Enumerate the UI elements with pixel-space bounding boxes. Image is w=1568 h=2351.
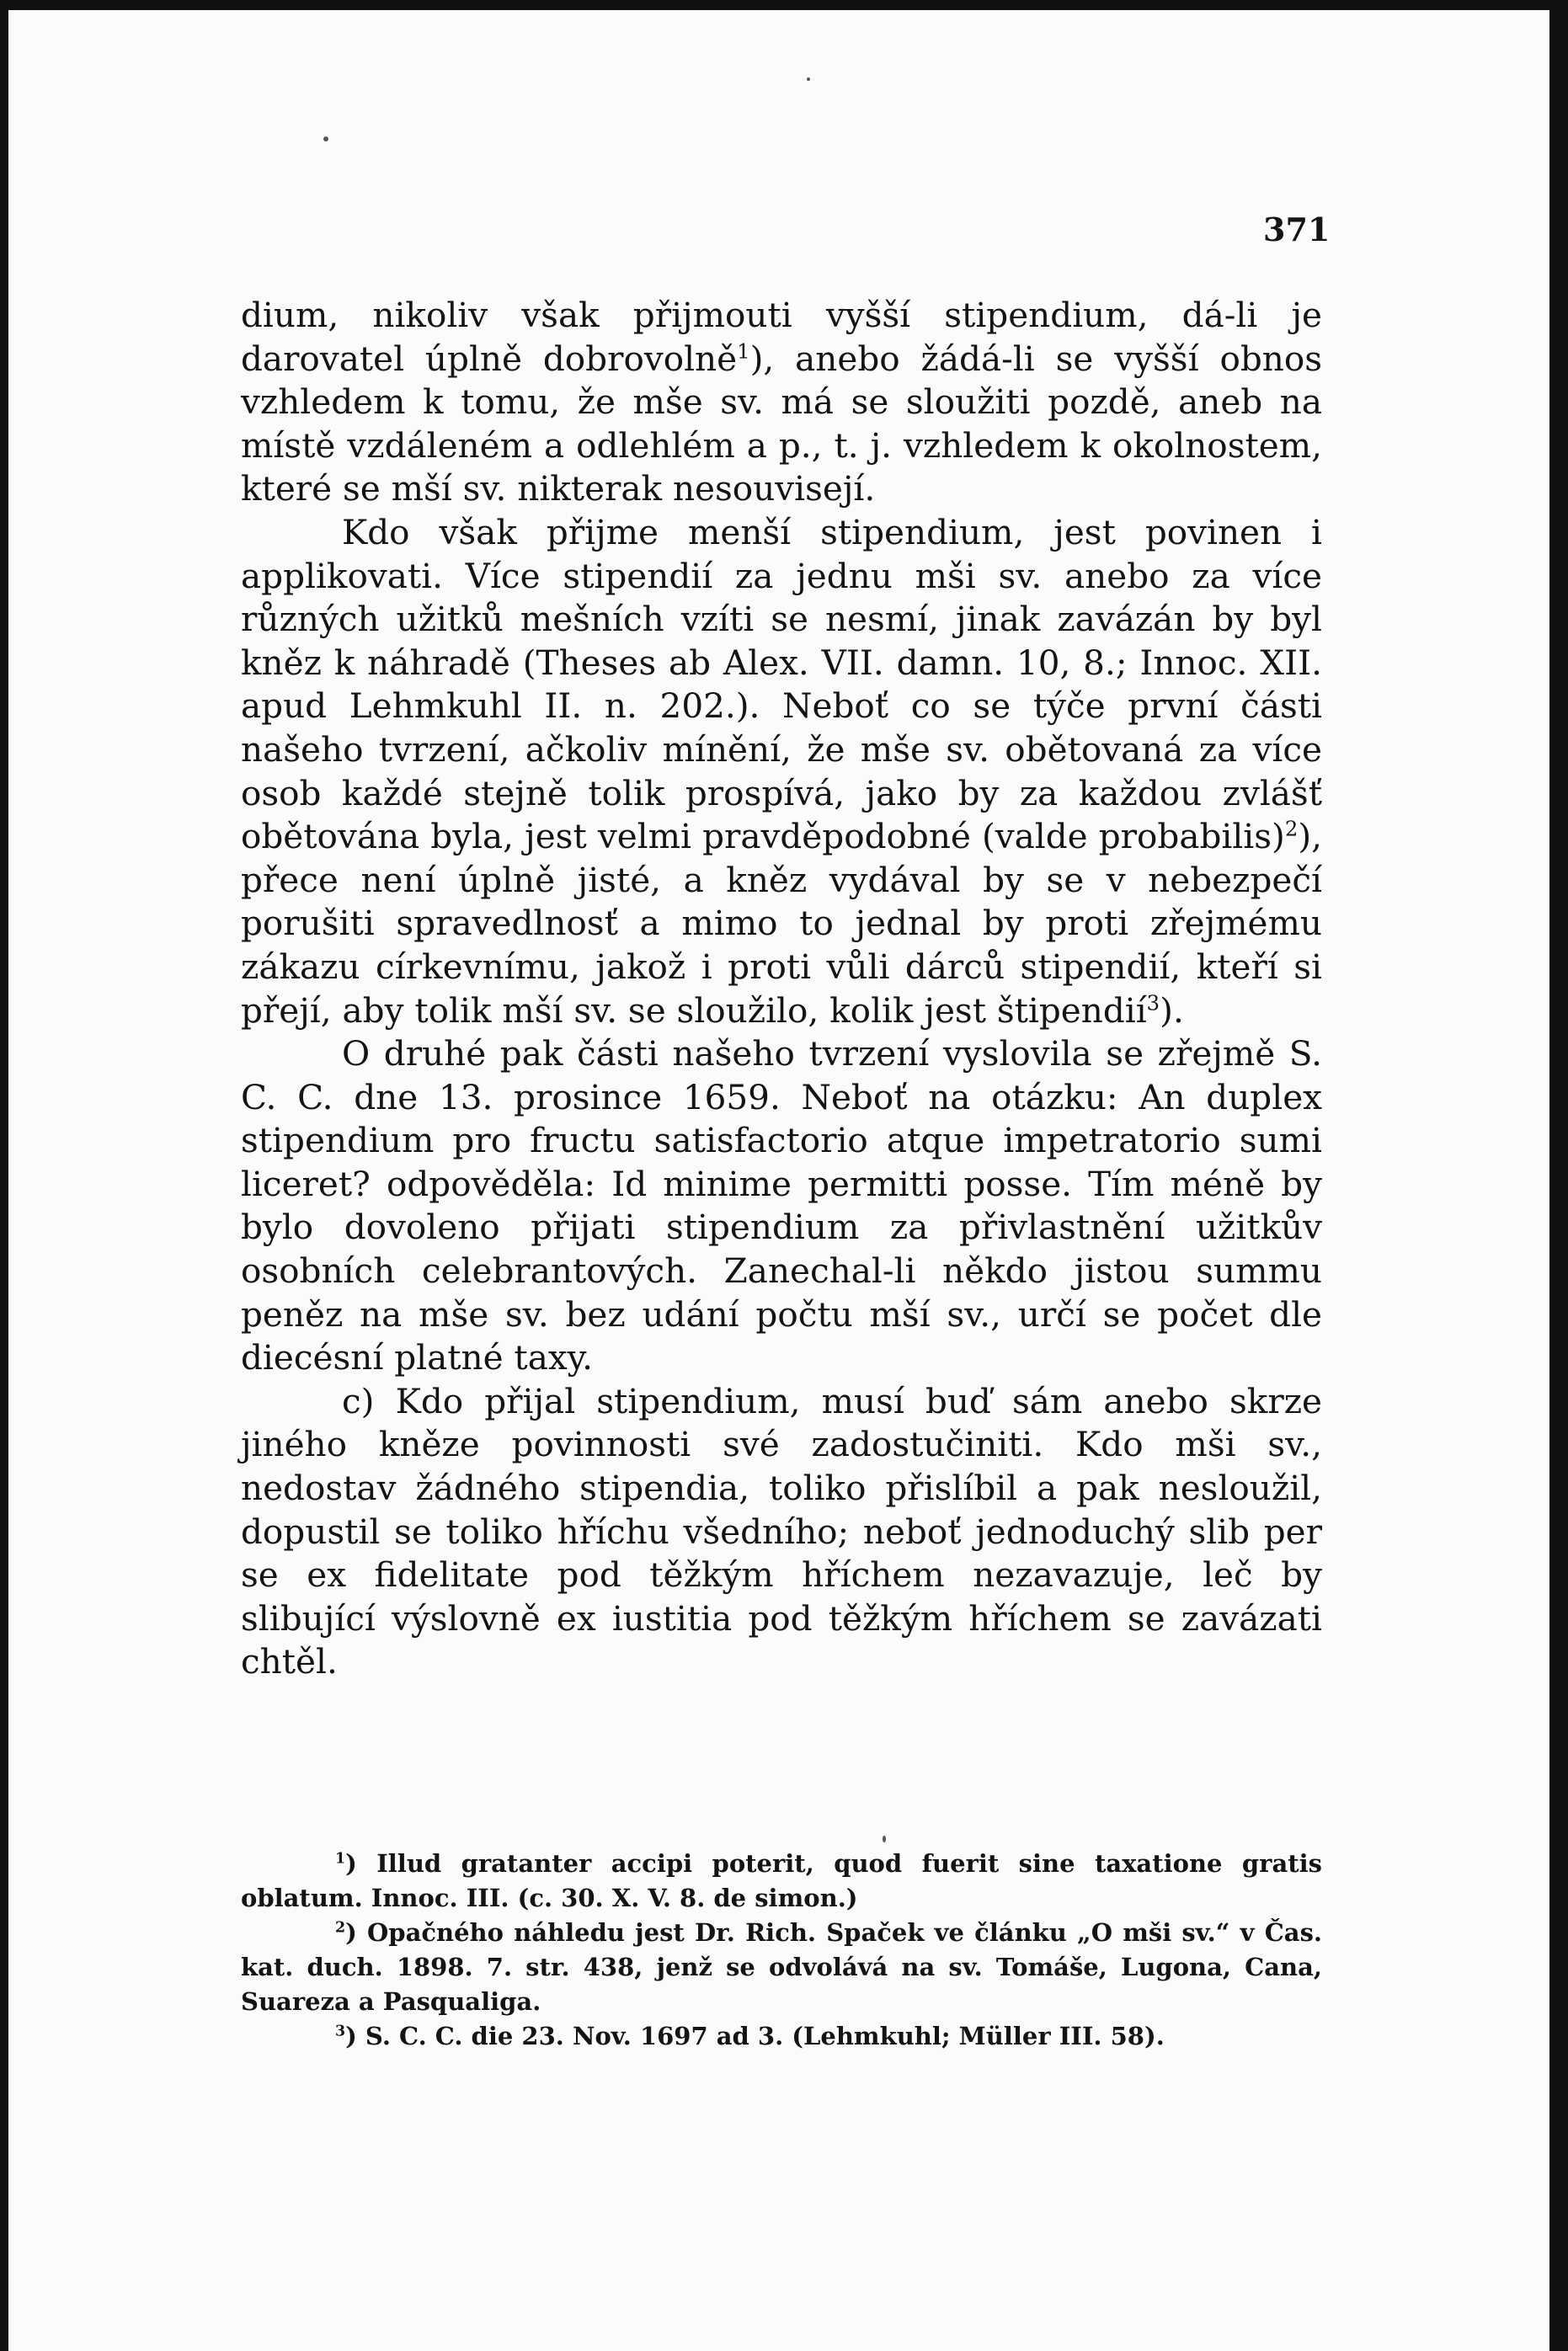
footnote-ref: 2: [1284, 816, 1299, 841]
footnote-separator: [241, 1806, 392, 1808]
paragraph: c) Kdo přijal stipendium, musí buď sám anebo skrze jiného kněze povinnosti své zadostučiniti. Kdo mši sv., nedostav žádného stipendia, toliko přislíbil a pak nesloužil, dopustil se toliko hříchu všedního; neboť jednoduchý slib per se ex fidelitate pod těžkým hříchem nezavazuje, leč by slibující výslovně ex iustitia pod těžkým hříchem se zavázati chtěl.: [241, 1380, 1322, 1682]
scan-border-left: [0, 0, 8, 2351]
footnote: $^1$) Illud gratanter accipi poterit, quod fuerit sine taxatione gratis oblatum. Innoc. III. (c. 30. X. V. 8. de simon.): [241, 1849, 1322, 1912]
speck-mark: [883, 1836, 886, 1842]
main-text: [241, 294, 1322, 1684]
footnote: $^2$) Opačného náhledu jest Dr. Rich. Spaček ve článku „O mši sv.“ v Čas. kat. duch. 1898. 7. str. 438, jenž se odvolává na sv. Tomáše, Lugona, Cana, Suareza a Pasqualiga.: [241, 1918, 1322, 2016]
scan-border-right: [1549, 0, 1568, 2351]
page-number: 371: [1263, 211, 1331, 248]
paragraph: O druhé pak části našeho tvrzení vyslovila se zřejmě S. C. C. dne 13. prosince 1659. Neboť na otázku: An duplex stipendium pro fructu satisfactorio atque impetratorio sumi liceret? odpověděla: Id minime permitti posse. Tím méně by bylo dovoleno přijati stipendium za přivlastnění užitkův osobních celebrantových. Zanechal-li někdo jistou summu peněz na mše sv. bez udání počtu mší sv., určí se počet dle diecésní platné taxy.: [241, 1033, 1322, 1378]
speck-mark: [323, 136, 328, 141]
paragraph: dium, nikoliv však přijmouti vyšší stipendium, dá-li je darovatel úplně dobrovolně$^1$), anebo žádá-li se vyšší obnos vzhledem k tomu, že mše sv. má se sloužiti pozdě, aneb na místě vzdáleném a odlehlém a p., t. j. vzhledem k okolnostem, které se mší sv. nikterak nesouvisejí.: [241, 295, 1322, 509]
paragraph: Kdo však přijme menší stipendium, jest povinen i applikovati. Více stipendií za jednu mši sv. anebo za více různých užitků mešních vzíti se nesmí, jinak zavázán by byl kněz k náhradě (Theses ab Alex. VII. damn. 10, 8.; Innoc. XII. apud Lehmkuhl II. n. 202.). Neboť co se týče první části našeho tvrzení, ačkoliv mínění, že mše sv. obětovaná za více osob každé stejně tolik prospívá, jako by za každou zvlášť obětována byla, jest velmi pravděpodobné (valde probabilis)$^2$), přece není úplně jisté, a kněz vydával by se v nebezpečí porušiti spravedlnosť a mimo to jednal by proti zřejmému zákazu církevnímu, jakož i proti vůli dárců stipendií, kteří si přejí, aby tolik mší sv. se sloužilo, kolik jest štipendií$^3$).: [241, 511, 1322, 1031]
scan-border-top: [0, 0, 1568, 10]
footnote: $^3$) S. C. C. die 23. Nov. 1697 ad 3. (Lehmkuhl; Müller III. 58).: [335, 2022, 1165, 2050]
footnote-ref: 1: [737, 339, 750, 364]
footnotes: [241, 1847, 1322, 2054]
speck-mark: [807, 77, 810, 81]
footnote-ref: 3: [1146, 990, 1160, 1015]
